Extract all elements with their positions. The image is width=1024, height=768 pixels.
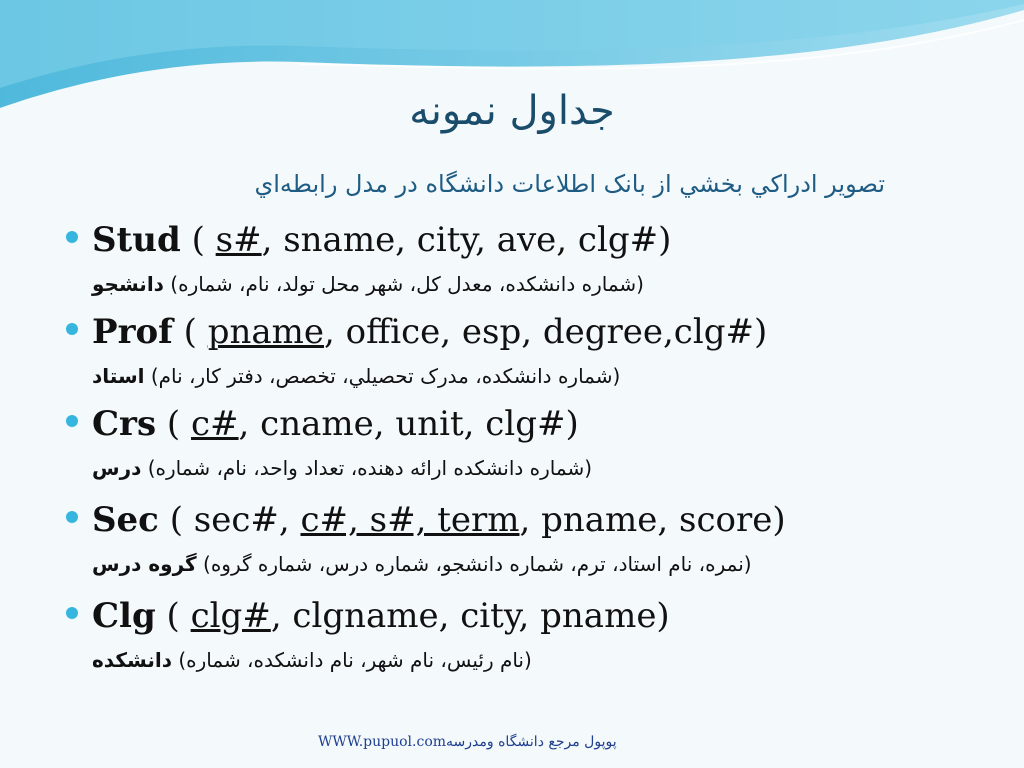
- table-description: (شماره دانشكده، مدرک تحصيلي، تخصص، دفتر كار، نام) استاد: [92, 364, 621, 388]
- primary-key: pname: [207, 312, 324, 352]
- table-label: درس: [92, 456, 142, 480]
- footer-link[interactable]: WWW.pupuol.comپوپول مرجع دانشگاه ومدرسه: [318, 734, 617, 750]
- table-name: Stud: [92, 220, 181, 260]
- bullet-icon: [66, 323, 78, 335]
- table-description: (شماره دانشكده، معدل كل، شهر محل تولد، نام، شماره) دانشجو: [92, 272, 644, 296]
- list-item-sec: [62, 498, 962, 594]
- table-list: [62, 218, 962, 686]
- table-description: (نام رئيس، نام شهر، نام دانشكده، شماره) دانشكده: [92, 648, 532, 672]
- bullet-icon: [66, 231, 78, 243]
- list-item-clg: [62, 594, 962, 686]
- primary-key: c#: [191, 404, 239, 444]
- table-schema: Stud ( s#, sname, city, ave, clg#): [92, 220, 672, 260]
- table-description: (نمره، نام استاد، ترم، شماره دانشجو، شماره درس، شماره گروه) گروه درس: [92, 552, 752, 576]
- table-label: استاد: [92, 364, 145, 388]
- bullet-icon: [66, 607, 78, 619]
- bullet-icon: [66, 415, 78, 427]
- table-name: Crs: [92, 404, 157, 444]
- table-label: گروه درس: [92, 552, 197, 576]
- table-schema: Prof ( pname, office, esp, degree,clg#): [92, 312, 768, 352]
- list-item-prof: [62, 310, 962, 402]
- table-name: Sec: [92, 500, 159, 540]
- table-schema: Sec ( sec#, c#, s#, term, pname, score): [92, 500, 786, 540]
- table-name: Clg: [92, 596, 156, 636]
- list-item-crs: [62, 402, 962, 498]
- slide-title: جداول نمونه: [409, 88, 615, 134]
- table-label: دانشجو: [92, 272, 164, 296]
- list-item-stud: [62, 218, 962, 310]
- primary-key: s#: [215, 220, 262, 260]
- slide-subtitle: تصوير ادراكي بخشي از بانک اطلاعات دانشگاه در مدل رابطه‌اي: [254, 170, 885, 198]
- table-name: Prof: [92, 312, 173, 352]
- primary-key: clg#: [190, 596, 271, 636]
- table-schema: Crs ( c#, cname, unit, clg#): [92, 404, 579, 444]
- bullet-icon: [66, 511, 78, 523]
- primary-key: c#, s#, term: [300, 500, 520, 540]
- table-label: دانشكده: [92, 648, 172, 672]
- table-description: (شماره دانشكده ارائه دهنده، تعداد واحد، نام، شماره) درس: [92, 456, 593, 480]
- table-schema: Clg ( clg#, clgname, city, pname): [92, 596, 670, 636]
